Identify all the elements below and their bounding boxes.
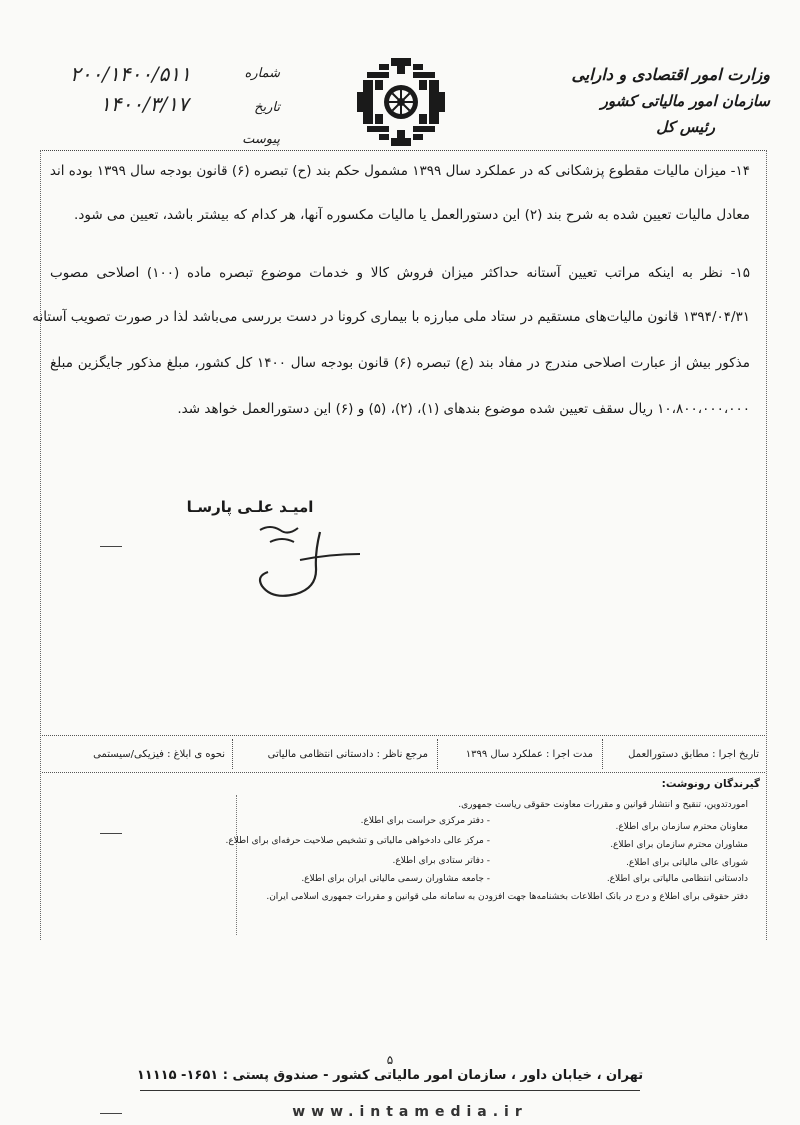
page-number: ۵ [386,1053,394,1067]
paragraph-15-line-3: مذکور بیش از عبارت اصلاحی مندرج در مفاد بند (ع) تبصره (۶) قانون بودجه سال ۱۴۰۰ کل کشور، مبلغ مذکور جایگزین مبلغ [50,355,750,371]
cell-divider [437,739,438,769]
cell-divider [602,739,603,769]
recipient-item: - جامعه مشاوران رسمی مالیاتی ایران برای اطلاع. [301,874,490,884]
margin-mark [100,1113,122,1114]
recipients-title: گیرندگان رونوشت: [661,778,760,790]
ministry-name: وزارت امور اقتصادی و دارایی [571,65,770,84]
recipient-item: مشاوران محترم سازمان برای اطلاع. [610,840,748,850]
signatory-name: امیـد علـی پارسـا [186,498,314,516]
number-label: شماره [244,66,280,81]
recipient-item: - دفتر مرکزی حراست برای اطلاع. [360,816,490,826]
ministry-header [510,62,770,140]
frame-left-divider [40,150,42,940]
recipient-item: دفتر حقوقی برای اطلاع و درج در بانک اطلاعات بخشنامه‌ها جهت افزودن به سامانه ملی قوانین و مقررات جمهوری اسلامی ایران. [266,892,748,902]
recipient-item: - دفاتر ستادی برای اطلاع. [392,856,490,866]
recipient-item: دادستانی انتظامی مالیاتی برای اطلاع. [606,874,748,884]
recipient-item: شورای عالی مالیاتی برای اطلاع. [626,858,748,868]
delivery-method: نحوه ی ابلاغ : فیزیکی/سیستمی [93,748,225,760]
footer-divider [140,1090,640,1091]
footer-address: تهران ، خیابان داور ، سازمان امور مالیاتی کشور - صندوق پستی : ۱۶۵۱- ۱۱۱۱۵ [136,1068,644,1083]
recipients-list [225,778,760,928]
frame-top-divider [40,150,765,152]
paragraph-15-line-4: ۱۰،۸۰۰،۰۰۰،۰۰۰ ریال سقف تعیین شده موضوع بندهای (۱)، (۲)، (۵) و (۶) این دستورالعمل خواهد شد. [177,401,750,417]
margin-mark [100,546,122,547]
organization-name: سازمان امور مالیاتی کشور [600,92,770,110]
recipient-item: معاونان محترم سازمان برای اطلاع. [615,822,748,832]
date-label: تاریخ [254,100,280,115]
paragraph-15-line-1: ۱۵- نظر به اینکه مراتب تعیین آستانه حداکثر میزان فروش کالا و خدمات موضوع تبصره ماده (۱۰۰) اصلاحی مصوب [50,265,750,281]
paragraph-14-line-2: معادل مالیات تعیین شده به شرح بند (۲) این دستورالعمل یا مالیات مکسوره آنها، هر کدام که بیشتر باشد، تعیین می شود. [74,207,750,223]
duration: مدت اجرا : عملکرد سال ۱۳۹۹ [465,748,593,760]
recipient-item: - مرکز عالی دادخواهی مالیاتی و تشخیص صلاحیت حرفه‌ای برای اطلاع. [225,836,490,846]
letter-date: ۱۴۰۰/۳/۱۷ [100,92,189,116]
paragraph-15-line-2: ۱۳۹۴/۰۴/۳۱ قانون مالیات‌های مستقیم در ستاد ملی مبارزه با بیماری کرونا در دست بررسی می‌باشد لذا در صورت تصویب آستانه [32,309,750,325]
handwritten-signature [240,520,370,600]
watermark-website: www.intamedia.ir [292,1104,528,1120]
letter-number: ۲۰۰/۱۴۰۰/۵۱۱ [70,62,191,86]
tax-organization-logo [357,58,445,146]
supervisor: مرجع ناظر : دادستانی انتظامی مالیاتی [267,748,428,760]
execution-info-table [42,735,765,773]
margin-mark [100,833,122,834]
effective-date: تاریخ اجرا : مطابق دستورالعمل [628,748,759,760]
attachment-label: پیوست [242,132,280,147]
paragraph-14-line-1: ۱۴- میزان مالیات مقطوع پزشکانی که در عملکرد سال ۱۳۹۹ مشمول حکم بند (ح) تبصره (۶) قانون بودجه سال ۱۳۹۹ بوده اند [49,163,750,179]
sender-title: رئیس کل [656,118,715,136]
recipient-item: اموردتدوین، تنقیح و انتشار قوانین و مقررات معاونت حقوقی ریاست جمهوری. [458,800,748,810]
cell-divider [232,739,233,769]
